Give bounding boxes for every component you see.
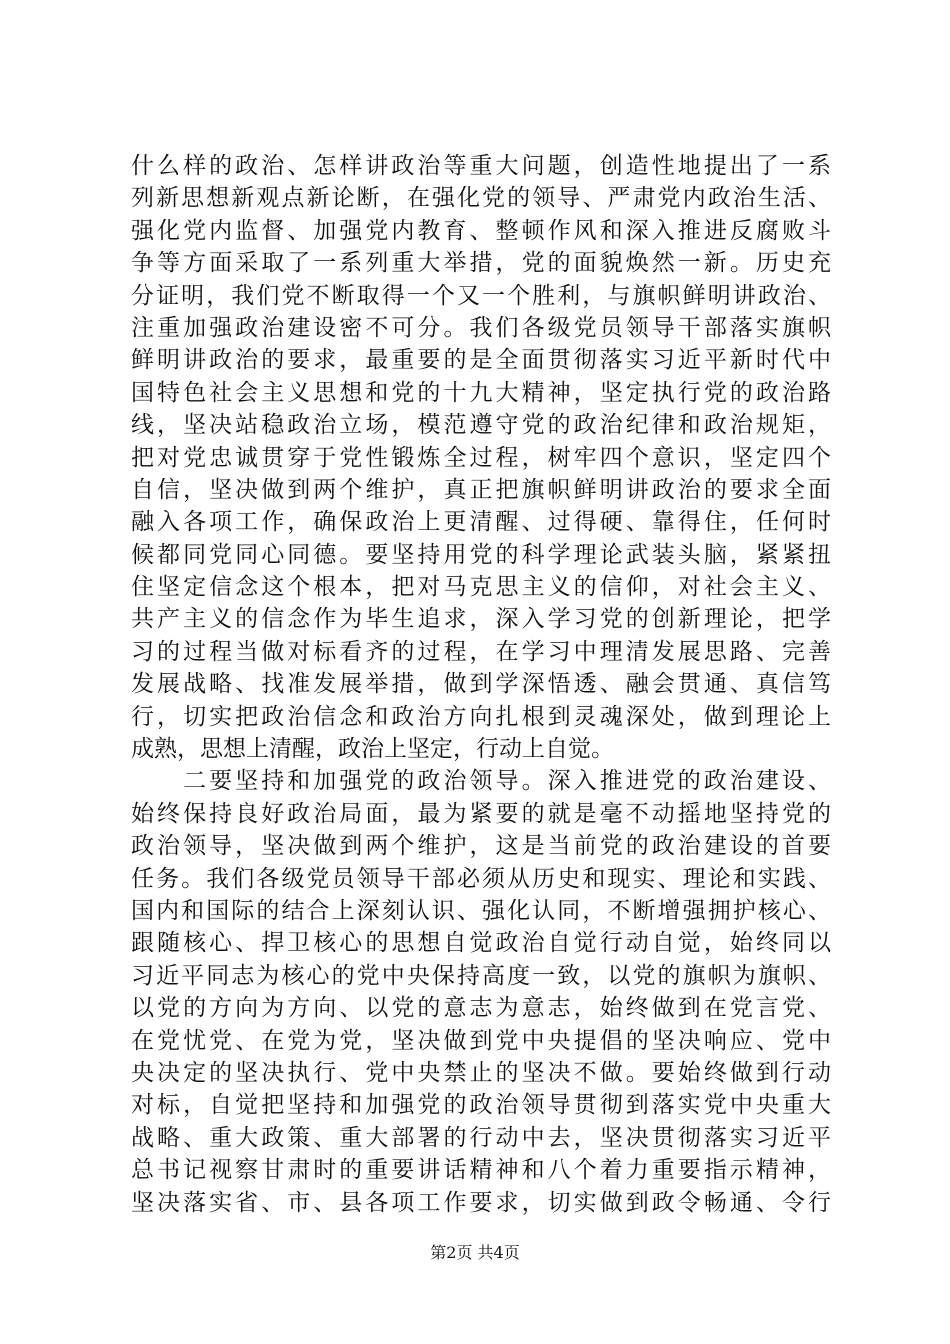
text-line: 跟随核心、捍卫核心的思想自觉政治自觉行动自觉，始终同以 bbox=[131, 930, 831, 957]
text-line: 战略、重大政策、重大部署的行动中去，坚决贯彻落实习近平 bbox=[131, 1124, 831, 1151]
text-line: 自信，坚决做到两个维护，真正把旗帜鲜明讲政治的要求全面 bbox=[131, 476, 831, 503]
text-line: 二要坚持和加强党的政治领导。深入推进党的政治建设、 bbox=[131, 768, 831, 795]
text-line: 线，坚决站稳政治立场，模范遵守党的政治纪律和政治规矩， bbox=[131, 412, 831, 439]
text-line: 任务。我们各级党员领导干部必须从历史和现实、理论和实践、 bbox=[131, 865, 831, 892]
text-line: 政治领导，坚决做到两个维护，这是当前党的政治建设的首要 bbox=[131, 833, 831, 860]
text-line: 总书记视察甘肃时的重要讲话精神和八个着力重要指示精神， bbox=[131, 1157, 831, 1184]
page-number-footer: 第2页 共4页 bbox=[430, 1243, 520, 1262]
text-line: 强化党内监督、加强党内教育、整顿作风和深入推进反腐败斗 bbox=[131, 217, 831, 244]
text-line: 习的过程当做对标看齐的过程，在学习中理清发展思路、完善 bbox=[131, 638, 831, 665]
text-line: 把对党忠诚贯穿于党性锻炼全过程，树牢四个意识，坚定四个 bbox=[131, 444, 831, 471]
text-line: 习近平同志为核心的党中央保持高度一致，以党的旗帜为旗帜、 bbox=[131, 962, 831, 989]
text-line: 住坚定信念这个根本，把对马克思主义的信仰，对社会主义、 bbox=[131, 574, 831, 601]
text-line: 鲜明讲政治的要求，最重要的是全面贯彻落实习近平新时代中 bbox=[131, 347, 831, 374]
text-line: 对标，自觉把坚持和加强党的政治领导贯彻到落实党中央重大 bbox=[131, 1092, 831, 1119]
text-line: 什么样的政治、怎样讲政治等重大问题，创造性地提出了一系 bbox=[131, 153, 831, 179]
text-line: 分证明，我们党不断取得一个又一个胜利，与旗帜鲜明讲政治、 bbox=[131, 282, 831, 309]
text-line: 共产主义的信念作为毕生追求，深入学习党的创新理论，把学 bbox=[131, 606, 831, 633]
text-line: 央决定的坚决执行、党中央禁止的坚决不做。要始终做到行动 bbox=[131, 1059, 831, 1086]
text-line: 注重加强政治建设密不可分。我们各级党员领导干部落实旗帜 bbox=[131, 314, 831, 341]
text-line: 融入各项工作，确保政治上更清醒、过得硬、靠得住，任何时 bbox=[131, 509, 831, 536]
text-line: 争等方面采取了一系列重大举措，党的面貌焕然一新。历史充 bbox=[131, 250, 831, 277]
text-line: 国内和国际的结合上深刻认识、强化认同，不断增强拥护核心、 bbox=[131, 897, 831, 924]
text-line: 列新思想新观点新论断，在强化党的领导、严肃党内政治生活、 bbox=[131, 185, 831, 212]
body-text bbox=[131, 150, 831, 1219]
text-line: 始终保持良好政治局面，最为紧要的就是毫不动摇地坚持党的 bbox=[131, 800, 831, 827]
text-line: 成熟，思想上清醒，政治上坚定，行动上自觉。 bbox=[131, 736, 614, 763]
text-line: 行，切实把政治信念和政治方向扎根到灵魂深处，做到理论上 bbox=[131, 703, 831, 730]
text-line: 候都同党同心同德。要坚持用党的科学理论武装头脑，紧紧扭 bbox=[131, 541, 831, 568]
text-line: 在党忧党、在党为党，坚决做到党中央提倡的坚决响应、党中 bbox=[131, 1027, 831, 1054]
text-line: 以党的方向为方向、以党的意志为意志，始终做到在党言党、 bbox=[131, 995, 831, 1022]
text-line: 国特色社会主义思想和党的十九大精神，坚定执行党的政治路 bbox=[131, 379, 831, 406]
text-line: 坚决落实省、市、县各项工作要求，切实做到政令畅通、令行 bbox=[131, 1189, 831, 1216]
text-line: 发展战略、找准发展举措，做到学深悟透、融会贯通、真信笃 bbox=[131, 671, 831, 698]
